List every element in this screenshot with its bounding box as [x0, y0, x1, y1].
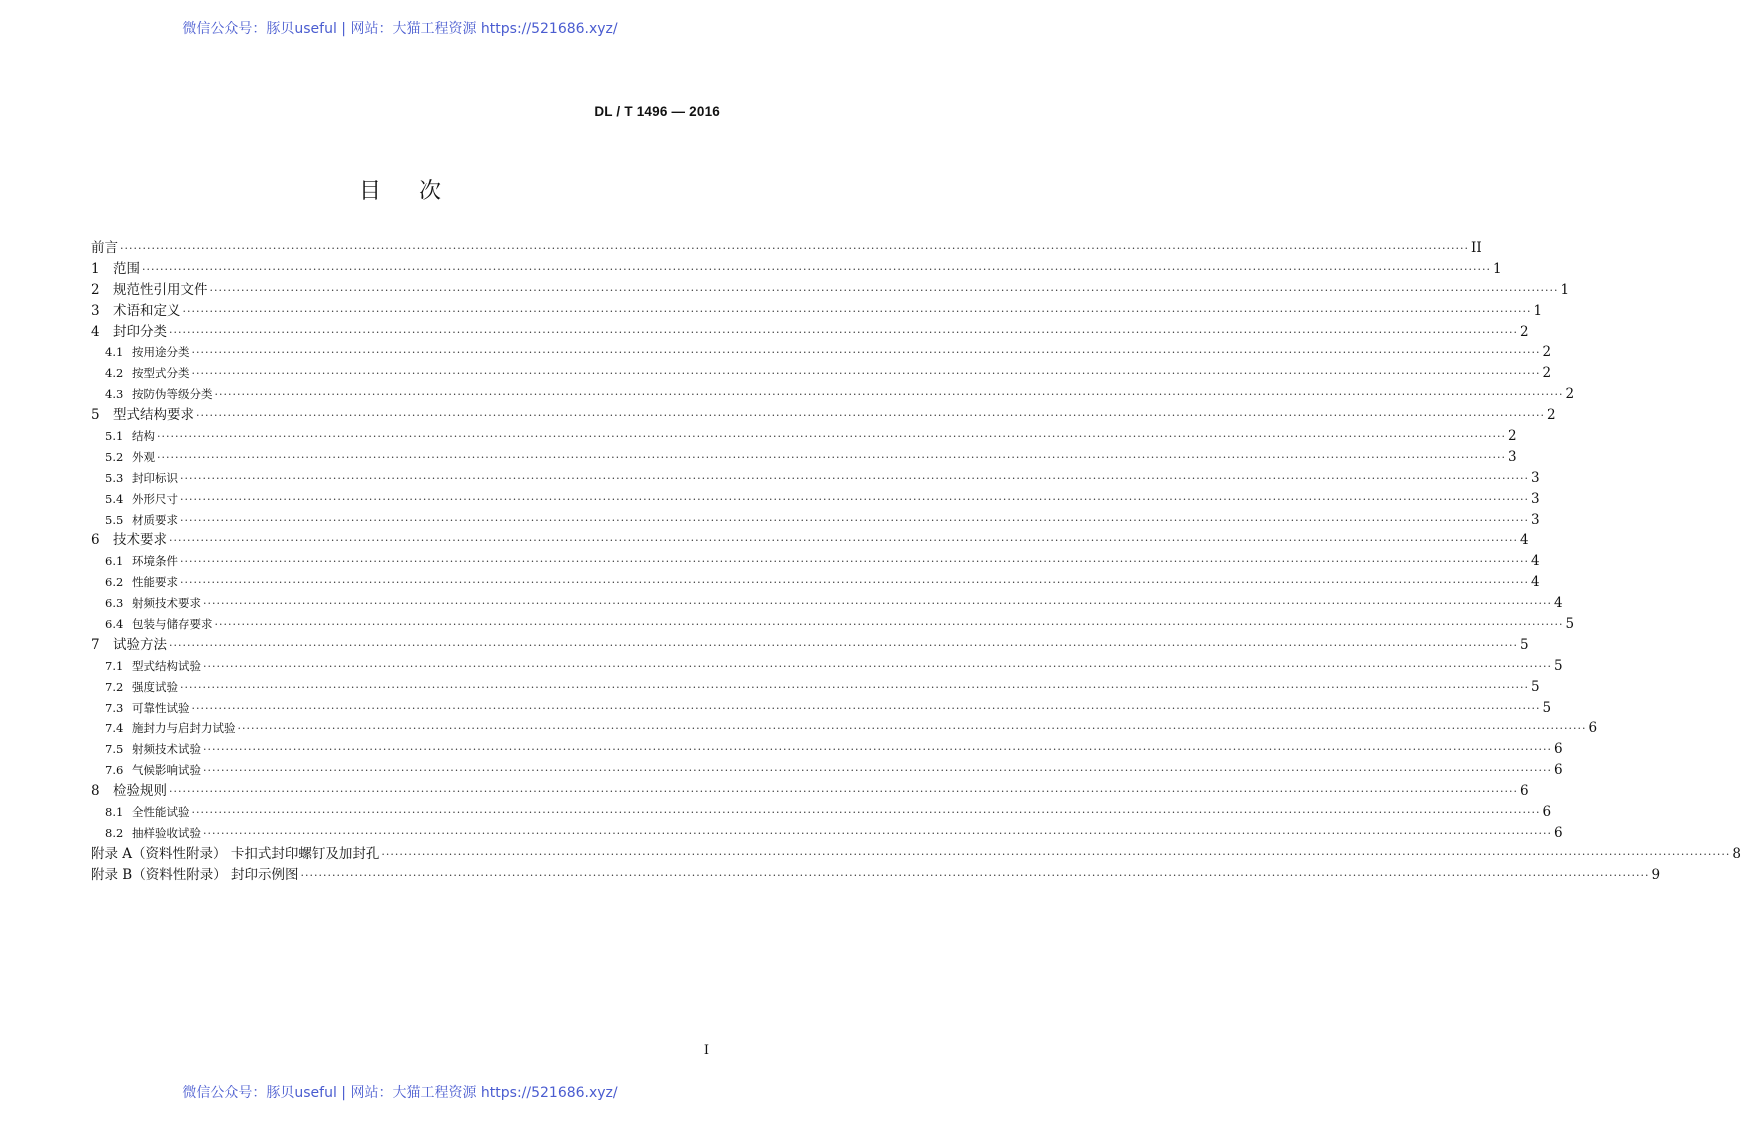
- toc-entry[interactable]: [91, 572, 1540, 593]
- toc-entry-label: [105, 572, 178, 593]
- toc-entry-title: 施封力与启封力试验: [132, 721, 236, 736]
- toc-entry[interactable]: [91, 468, 1540, 489]
- toc-entry-page: 4: [1553, 595, 1563, 612]
- dot-leader: ············································································································································································································································································································: [182, 304, 1532, 318]
- toc-entry-page: 5: [1565, 616, 1575, 633]
- toc-entry-label: [105, 489, 178, 510]
- dot-leader: ············································································································································································································································································································: [169, 785, 1518, 799]
- dot-leader: ············································································································································································································································································································: [157, 450, 1506, 464]
- dot-leader: ············································································································································································································································································································: [180, 555, 1529, 569]
- document-number: DL / T 1496 — 2016: [594, 104, 720, 119]
- toc-entry-title: 附录 A（资料性附录） 卡扣式封印螺钉及加封孔: [91, 845, 380, 862]
- toc-entry-number: 6.4: [105, 617, 124, 632]
- toc-entry-page: 8: [1732, 845, 1741, 862]
- toc-entry-number: 4.3: [105, 387, 124, 402]
- toc-entry-title: 抽样验收试验: [132, 825, 201, 840]
- toc-entry[interactable]: [91, 760, 1563, 781]
- toc-entry-page: 4: [1530, 553, 1540, 570]
- dot-leader: ············································································································································································································································································································: [157, 430, 1506, 444]
- toc-entry[interactable]: [91, 718, 1598, 739]
- toc-entry[interactable]: [91, 635, 1529, 656]
- toc-entry-label: [91, 635, 167, 656]
- toc-entry[interactable]: [91, 510, 1540, 531]
- toc-entry-title: 前言: [91, 240, 118, 256]
- toc-entry-number: 2: [91, 281, 100, 298]
- toc-entry-label: [105, 468, 178, 489]
- dot-leader: ············································································································································································································································································································: [203, 764, 1552, 778]
- toc-entry-title: 外观: [132, 449, 155, 464]
- toc-entry-number: 3: [91, 302, 100, 319]
- toc-entry[interactable]: [91, 551, 1540, 572]
- toc-entry-title: 型式结构试验: [132, 658, 201, 673]
- toc-entry-label: [105, 739, 201, 760]
- toc-entry-page: II: [1470, 240, 1482, 256]
- toc-entry-label: [105, 593, 201, 614]
- toc-entry-number: 8.1: [105, 805, 124, 820]
- toc-entry-page: 1: [1560, 281, 1570, 298]
- dot-leader: ············································································································································································································································································································: [191, 806, 1541, 820]
- toc-entry-label: [105, 677, 178, 698]
- toc-entry-page: 6: [1588, 720, 1598, 737]
- toc-entry-label: [91, 280, 208, 301]
- toc-entry-label: [91, 865, 299, 886]
- toc-entry-number: 7: [91, 636, 100, 653]
- toc-entry-number: 7.1: [105, 658, 124, 673]
- toc-entry[interactable]: [91, 698, 1552, 719]
- dot-leader: ············································································································································································································································································································: [209, 283, 1559, 297]
- toc-entry-label: [105, 447, 155, 468]
- toc-entry-page: 6: [1542, 804, 1552, 821]
- dot-leader: ············································································································································································································································································································: [214, 618, 1564, 632]
- toc-entry-page: 4: [1530, 574, 1540, 591]
- toc-entry[interactable]: [91, 739, 1563, 760]
- dot-leader: ············································································································································································································································································································: [203, 659, 1552, 673]
- toc-entry-page: 9: [1651, 866, 1661, 883]
- toc-entry[interactable]: [91, 447, 1517, 468]
- toc-entry-page: 1: [1492, 260, 1502, 277]
- toc-entry[interactable]: [91, 259, 1502, 280]
- dot-leader: ············································································································································································································································································································: [191, 701, 1541, 715]
- toc-entry-number: 6: [91, 532, 100, 549]
- toc-entry-title: 包装与储存要求: [132, 617, 213, 632]
- toc-entry-page: 5: [1553, 657, 1563, 674]
- toc-entry-number: 7.2: [105, 679, 124, 694]
- toc-entry-page: 3: [1530, 469, 1540, 486]
- page-title: 目次: [358, 179, 479, 204]
- toc-entry-number: 6.1: [105, 554, 124, 569]
- toc-entry-number: 8.2: [105, 825, 124, 840]
- toc-entry-number: 4.2: [105, 366, 124, 381]
- toc-entry-title: 射频技术要求: [132, 596, 201, 611]
- toc-entry-page: 5: [1542, 699, 1552, 716]
- dot-leader: ············································································································································································································································································································: [203, 743, 1552, 757]
- toc-entry[interactable]: [91, 342, 1552, 363]
- toc-entry-page: 6: [1553, 762, 1563, 779]
- dot-leader: ············································································································································································································································································································: [191, 346, 1541, 360]
- toc-entry-page: 3: [1530, 490, 1540, 507]
- toc-entry-label: [91, 530, 167, 551]
- dot-leader: ············································································································································································································································································································: [203, 826, 1552, 840]
- dot-leader: ············································································································································································································································································································: [300, 868, 1650, 882]
- dot-leader: ············································································································································································································································································································: [196, 409, 1545, 423]
- toc-entry-page: 3: [1530, 511, 1540, 528]
- toc-entry-label: [105, 510, 178, 531]
- dot-leader: ············································································································································································································································································································: [180, 471, 1529, 485]
- toc-entry-number: 1: [91, 260, 100, 277]
- toc-entry-page: 2: [1565, 386, 1575, 403]
- toc-entry-title: 射频技术试验: [132, 742, 201, 757]
- toc-entry[interactable]: [91, 781, 1529, 802]
- toc-entry-page: 5: [1530, 678, 1540, 695]
- toc-entry-title: 按防伪等级分类: [132, 387, 213, 402]
- toc-entry-number: 8: [91, 783, 100, 800]
- toc-entry-title: 全性能试验: [132, 805, 190, 820]
- toc-entry-title: 术语和定义: [113, 302, 181, 319]
- toc-entry-label: [91, 259, 140, 280]
- toc-entry-page: 2: [1542, 344, 1552, 361]
- toc-entry[interactable]: [91, 656, 1563, 677]
- toc-entry-label: [91, 405, 194, 426]
- toc-entry-number: 7.4: [105, 721, 124, 736]
- dot-leader: ············································································································································································································································································································: [169, 534, 1518, 548]
- toc-entry[interactable]: [91, 322, 1529, 343]
- toc-entry-page: 2: [1507, 428, 1517, 445]
- dot-leader: ············································································································································································································································································································: [169, 325, 1518, 339]
- dot-leader: ············································································································································································································································································································: [120, 242, 1469, 255]
- toc-entry-number: 7.5: [105, 742, 124, 757]
- toc-entry-number: 5.1: [105, 429, 124, 444]
- dot-leader: ············································································································································································································································································································: [237, 722, 1587, 736]
- toc-entry-label: [105, 656, 201, 677]
- toc-entry-number: 5.4: [105, 491, 124, 506]
- toc-entry-title: 外形尺寸: [132, 491, 178, 506]
- toc-entry-title: 结构: [132, 429, 155, 444]
- toc-entry-label: [105, 363, 190, 384]
- toc-entry[interactable]: [91, 614, 1575, 635]
- toc-entry-title: 技术要求: [113, 532, 167, 549]
- toc-entry[interactable]: [91, 530, 1529, 551]
- toc-entry-number: 4.1: [105, 345, 124, 360]
- toc-entry-title: 型式结构要求: [113, 407, 194, 424]
- toc-entry[interactable]: [91, 802, 1552, 823]
- toc-entry-label: [91, 781, 167, 802]
- dot-leader: ············································································································································································································································································································: [191, 367, 1541, 381]
- toc-entry-page: 6: [1553, 824, 1563, 841]
- toc-entry-page: 1: [1533, 302, 1543, 319]
- toc-entry-page: 2: [1542, 365, 1552, 382]
- toc-entry[interactable]: [91, 865, 1661, 886]
- toc-entry-title: 规范性引用文件: [113, 281, 208, 298]
- page-number: I: [703, 1043, 709, 1058]
- toc-entry[interactable]: [91, 363, 1552, 384]
- toc-entry-page: 3: [1507, 448, 1517, 465]
- toc-entry-title: 气候影响试验: [132, 763, 201, 778]
- toc-entry-label: [105, 342, 190, 363]
- toc-entry[interactable]: [91, 384, 1575, 405]
- toc-entry-label: [91, 322, 167, 343]
- toc-entry-title: 按型式分类: [132, 366, 190, 381]
- watermark-top: 微信公众号：豚贝useful | 网站：大猫工程资源 https://521686.xyz/: [182, 21, 618, 37]
- toc-entry-number: 5.2: [105, 449, 124, 464]
- toc-entry-title: 材质要求: [132, 512, 178, 527]
- toc-entry-label: [105, 551, 178, 572]
- toc-entry-label: [105, 718, 236, 739]
- watermark-bottom: 微信公众号：豚贝useful | 网站：大猫工程资源 https://521686.xyz/: [182, 1085, 618, 1101]
- toc-entry-title: 范围: [113, 260, 140, 277]
- toc-entry-page: 6: [1519, 783, 1529, 800]
- toc-entry-number: 7.6: [105, 763, 124, 778]
- toc-entry-number: 5.5: [105, 512, 124, 527]
- toc-entry-title: 检验规则: [113, 783, 167, 800]
- toc-entry-number: 6.3: [105, 596, 124, 611]
- dot-leader: ············································································································································································································································································································: [203, 597, 1552, 611]
- toc-entry-page: 4: [1519, 532, 1529, 549]
- toc-entry-page: 2: [1519, 323, 1529, 340]
- dot-leader: ············································································································································································································································································································: [214, 388, 1564, 402]
- toc-entry[interactable]: [91, 301, 1543, 322]
- toc-entry-title: 试验方法: [113, 636, 167, 653]
- toc-entry-title: 强度试验: [132, 679, 178, 694]
- toc-entry[interactable]: [91, 489, 1540, 510]
- toc-entry-label: [105, 614, 213, 635]
- toc-entry-label: [91, 238, 118, 259]
- toc-entry[interactable]: [91, 844, 1741, 865]
- table-of-contents: [91, 238, 1741, 886]
- toc-entry-label: [105, 823, 201, 844]
- toc-entry[interactable]: [91, 280, 1570, 301]
- toc-entry-title: 可靠性试验: [132, 700, 190, 715]
- toc-entry-title: 封印标识: [132, 470, 178, 485]
- toc-entry-page: 6: [1553, 741, 1563, 758]
- toc-entry-number: 5: [91, 407, 100, 424]
- toc-entry-title: 附录 B（资料性附录） 封印示例图: [91, 866, 299, 883]
- toc-entry-title: 封印分类: [113, 323, 167, 340]
- toc-entry[interactable]: [91, 426, 1517, 447]
- toc-entry-label: [91, 844, 379, 865]
- toc-entry-number: 7.3: [105, 700, 124, 715]
- toc-entry-page: 5: [1519, 636, 1529, 653]
- toc-entry-label: [105, 802, 190, 823]
- dot-leader: ············································································································································································································································································································: [180, 680, 1529, 694]
- toc-entry[interactable]: [91, 405, 1556, 426]
- toc-entry-label: [91, 301, 181, 322]
- toc-entry-label: [105, 384, 213, 405]
- toc-entry-label: [105, 426, 155, 447]
- toc-entry[interactable]: [91, 677, 1540, 698]
- toc-entry-number: 5.3: [105, 470, 124, 485]
- dot-leader: ············································································································································································································································································································: [169, 638, 1518, 652]
- dot-leader: ············································································································································································································································································································: [180, 492, 1529, 506]
- dot-leader: ············································································································································································································································································································: [180, 513, 1529, 527]
- toc-entry-title: 性能要求: [132, 575, 178, 590]
- toc-entry-title: 按用途分类: [132, 345, 190, 360]
- dot-leader: ············································································································································································································································································································: [142, 262, 1491, 276]
- toc-entry[interactable]: [91, 823, 1563, 844]
- toc-entry-label: [105, 698, 190, 719]
- toc-entry[interactable]: [91, 238, 1482, 259]
- dot-leader: ············································································································································································································································································································: [180, 576, 1529, 590]
- toc-entry-number: 4: [91, 323, 100, 340]
- toc-entry-number: 6.2: [105, 575, 124, 590]
- toc-entry[interactable]: [91, 593, 1563, 614]
- toc-entry-title: 环境条件: [132, 554, 178, 569]
- dot-leader: ············································································································································································································································································································: [381, 847, 1731, 861]
- toc-entry-page: 2: [1546, 407, 1556, 424]
- toc-entry-label: [105, 760, 201, 781]
